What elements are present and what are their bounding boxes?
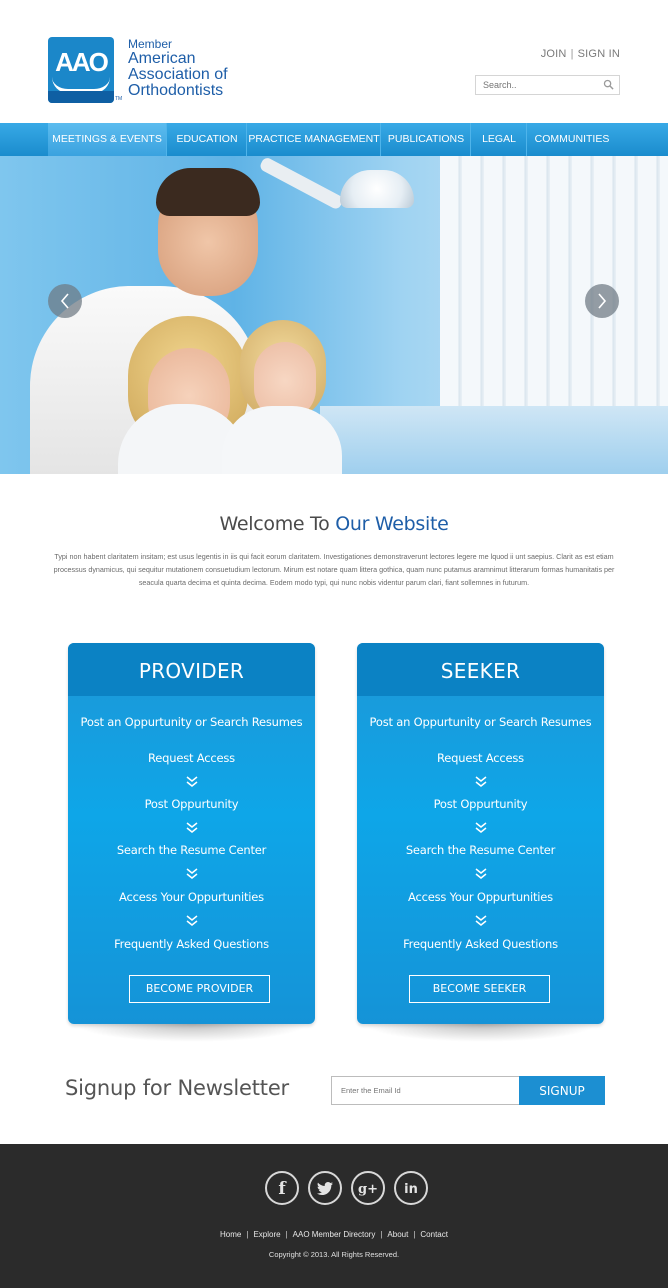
footer-link-separator: | [380,1230,383,1239]
provider-step-faq[interactable]: Frequently Asked Questions [114,937,269,951]
double-chevron-down-icon [474,822,488,834]
footer-link-member-directory[interactable]: AAO Member Directory [292,1230,376,1239]
double-chevron-down-icon [185,868,199,880]
double-chevron-down-icon [474,776,488,788]
search-icon[interactable] [603,79,614,90]
newsletter-signup-button[interactable]: SIGNUP [519,1076,605,1105]
logo-letters: AAO [55,47,107,77]
provider-card-shadow [74,1024,309,1042]
nav-item-meetings-events[interactable]: MEETINGS & EVENTS [48,123,166,156]
provider-step-search-resume-center[interactable]: Search the Resume Center [116,843,267,857]
site-footer [0,1144,668,1288]
footer-link-contact[interactable]: Contact [420,1230,448,1239]
hero-father-hair [156,168,260,216]
join-link[interactable]: JOIN [540,48,567,60]
nav-divider [246,123,247,156]
nav-divider [470,123,471,156]
seeker-step-post-opportunity[interactable]: Post Oppurtunity [433,797,528,811]
double-chevron-down-icon [185,822,199,834]
provider-step-request-access[interactable]: Request Access [148,751,235,765]
aao-logo[interactable] [48,37,238,107]
footer-link-separator: | [246,1230,249,1239]
provider-step-post-opportunity[interactable]: Post Oppurtunity [144,797,239,811]
footer-link-separator: | [413,1230,416,1239]
account-links [541,48,620,60]
double-chevron-down-icon [185,776,199,788]
logo-base [48,91,114,103]
welcome-title-accent: Our Website [335,513,449,535]
welcome-title-prefix: Welcome To [219,513,330,535]
chevron-left-icon [59,293,71,309]
copyright: Copyright © 2013. All Rights Reserved. [268,1250,400,1259]
seeker-card-subtitle: Post an Oppurtunity or Search Resumes [369,715,592,729]
google-plus-icon[interactable] [351,1171,385,1205]
logo-trademark: TM [115,96,123,102]
nav-item-communities[interactable]: COMMUNITIES [534,133,610,145]
provider-step-access-opportunities[interactable]: Access Your Oppurtunities [119,890,264,904]
double-chevron-down-icon [185,915,199,927]
seeker-step-search-resume-center[interactable]: Search the Resume Center [405,843,556,857]
provider-card-title: PROVIDER [68,643,315,696]
seeker-card-title: SEEKER [357,643,604,696]
logo-member: Member [128,37,173,51]
linkedin-glyph: in [404,1182,418,1197]
seeker-step-faq[interactable]: Frequently Asked Questions [403,937,558,951]
newsletter-title: Signup for Newsletter [65,1076,289,1100]
search-box [475,75,620,95]
facebook-icon[interactable] [265,1171,299,1205]
linkedin-icon[interactable] [394,1171,428,1205]
twitter-icon[interactable] [308,1171,342,1205]
nav-item-legal[interactable]: LEGAL [482,133,516,145]
chevron-right-icon [596,293,608,309]
nav-divider [526,123,527,156]
welcome-paragraph: Typi non habent claritatem insitam; est usus legentis in iis qui facit eorum claritatem. Investigationes demonstraverunt lectores legere me lquod ii unt saepius. Clarit as est etiam processus dynamicus, qui sequitur mutationem consuetudium lectorum. Mirum est notare quam littera gothica, quam nunc putamus aramnimut litterarum formas humanitatis per seacula quarta decima et quinta decima. Eodem modo typi, qui nunc nobis videntur parum clari, fiant sollemnes in futurum. [53,552,615,587]
become-seeker-button[interactable]: BECOME SEEKER [409,975,550,1003]
nav-divider [166,123,167,156]
main-navigation [0,123,668,156]
footer-link-about[interactable]: About [387,1230,409,1239]
hero-slider [0,156,668,474]
hero-lamp-arm [258,156,344,211]
double-chevron-down-icon [474,915,488,927]
logo-name-line-3: Orthodontists [128,82,224,99]
welcome-title [0,513,668,535]
provider-card [68,643,315,1024]
seeker-card [357,643,604,1024]
become-provider-button[interactable]: BECOME PROVIDER [129,975,270,1003]
logo-text [128,37,228,99]
nav-item-publications[interactable]: PUBLICATIONS [387,133,465,145]
newsletter-email-input[interactable] [331,1076,519,1105]
footer-link-separator: | [285,1230,288,1239]
logo-name-line-1: American [128,50,196,67]
slider-prev-button[interactable] [48,284,82,318]
hero-dental-lamp [340,170,414,208]
seeker-step-request-access[interactable]: Request Access [437,751,524,765]
seeker-step-access-opportunities[interactable]: Access Your Oppurtunities [408,890,553,904]
footer-link-explore[interactable]: Explore [253,1230,281,1239]
account-links-separator: | [570,48,574,60]
provider-card-subtitle: Post an Oppurtunity or Search Resumes [80,715,303,729]
search-input[interactable] [476,76,601,94]
seeker-card-shadow [363,1024,598,1042]
logo-mark [48,37,114,103]
sign-in-link[interactable]: SIGN IN [577,48,620,60]
logo-name-line-2: Association of [128,66,228,83]
site-header [0,0,668,123]
nav-item-education[interactable]: EDUCATION [176,133,238,145]
nav-item-practice-management[interactable]: PRACTICE MANAGEMENT [248,133,380,145]
nav-divider [380,123,381,156]
facebook-glyph: f [278,1179,286,1199]
double-chevron-down-icon [474,868,488,880]
slider-next-button[interactable] [585,284,619,318]
footer-link-home[interactable]: Home [220,1230,242,1239]
google-plus-glyph: g+ [358,1182,378,1197]
footer-links [0,1230,668,1239]
